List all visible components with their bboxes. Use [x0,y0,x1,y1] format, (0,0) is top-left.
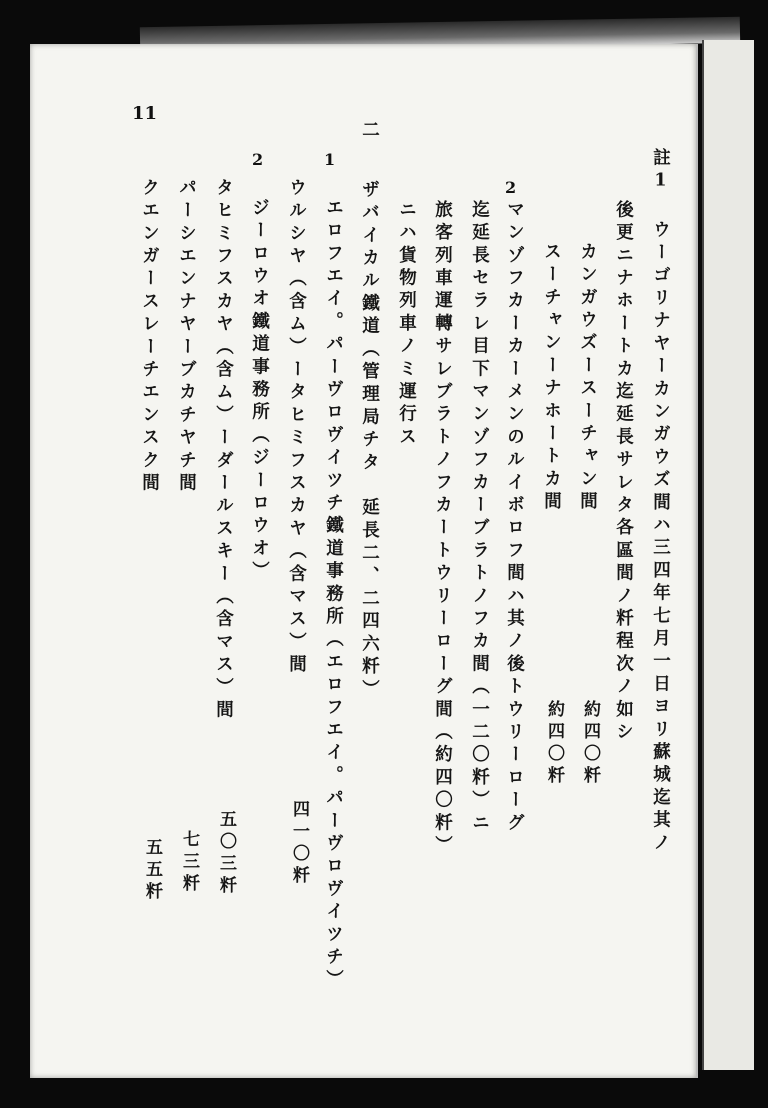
note2-freight: ニハ貨物列車ノミ運行ス [396,200,417,450]
note-number-2: 2 [505,178,517,197]
urusha-route: ウルシヤ（含ム）ータヒミフスカヤ（含マス）間 [286,178,307,678]
zhirovo-office: ジーロウオ鐵道事務所（ジーロウオ） [249,198,270,584]
adjacent-page-edge [702,40,754,1070]
pashen-route: パーシエンナヤーブカチヤチ間 [176,178,197,496]
urusha-route-distance: 四一〇粁 [289,800,309,888]
route-kangauz-suchan: カンガウズースーチャン間 [577,242,598,515]
note2-continuation: 迄延長セラレ目下マンゾフカーブラトノフカ間（一二〇粁）ニ [469,200,490,836]
section-baikal-heading: ザバイカル鐵道（管理局チタ 延長二、二四六粁） [359,180,380,703]
note1-continuation: 後更ニナホートカ迄延長サレタ各區間ノ粁程次ノ如シ [613,200,634,745]
item-number-1: 1 [324,150,336,169]
page-number: 11 [132,103,158,124]
note-label: 註1 [650,148,671,196]
route-kangauz-suchan-distance: 約四〇粁 [580,700,600,788]
pashen-route-distance: 七三粁 [179,830,199,896]
takhtamygda-route: タヒミフスカヤ（含ム）ーダールスキー（含マス）間 [213,178,234,723]
item-number-2: 2 [252,150,264,169]
takhtamygda-route-distance: 五〇三粁 [216,810,236,898]
note1-text: ウーゴリナヤーカンガウズ間ハ三四年七月一日ヨリ蘇城迄其ノ [650,220,671,856]
erofei-office: エロフエイ。パーヴロヴイツチ鐵道事務所（エロフエイ。パーヴロヴイツチ） [323,198,344,993]
kuengash-route-distance: 五五粁 [142,838,162,904]
section-two-marker: 二 [359,120,380,143]
note2-passenger: 旅客列車運轉サレブラトノフカートウリーローグ間（約四〇粁） [432,200,453,859]
note2-text: マンゾフカーカーメンのルイボロフ間ハ其ノ後トウリーローグ [504,200,525,836]
route-suchan-nahodka-distance: 約四〇粁 [544,700,564,788]
route-suchan-nahodka: スーチャンーナホートカ間 [541,242,562,515]
kuengash-route: クエンガースレーチエンスク間 [139,178,160,496]
